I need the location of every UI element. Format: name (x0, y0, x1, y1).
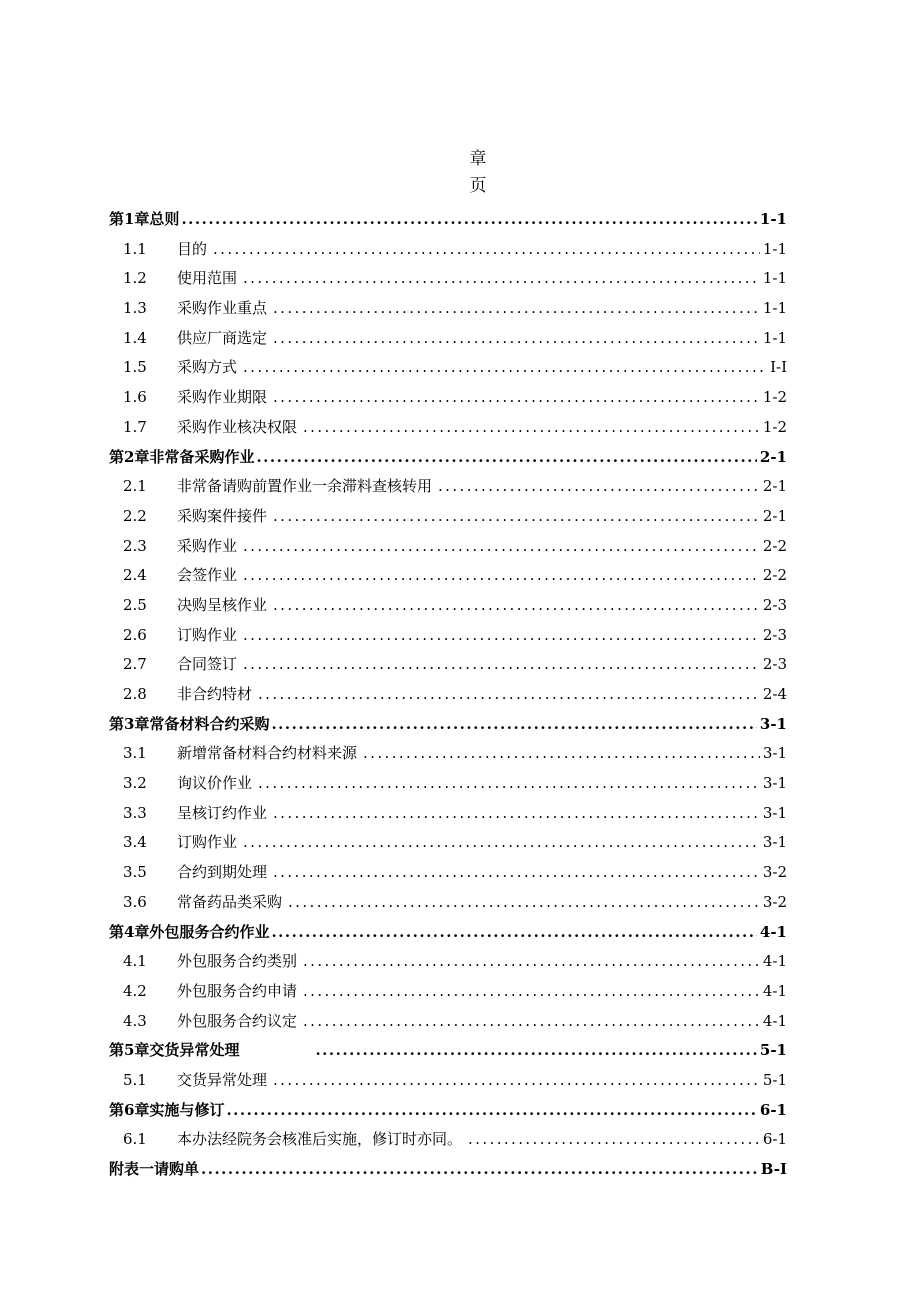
toc-entry-title: 供应厂商选定 (177, 328, 268, 347)
toc-entry-number: 1.4 (123, 328, 147, 347)
toc-entry-number: 4.2 (123, 981, 147, 1000)
toc-entry-number: 2.4 (123, 566, 147, 585)
toc-entry-title: 第2章非常备采购作业 (109, 447, 255, 466)
toc-entry-number: 4.3 (123, 1011, 147, 1030)
dot-leader (363, 739, 760, 769)
dot-leader (258, 769, 760, 799)
toc-entry-title: 第3章常备材料合约采购 (109, 714, 270, 733)
toc-section-entry[interactable] (109, 324, 787, 354)
toc-entry-number: 2.5 (123, 595, 147, 614)
toc-entry-number: 3.6 (123, 892, 147, 911)
toc-entry-number: 1.2 (123, 269, 147, 288)
toc-section-entry[interactable] (109, 1007, 787, 1037)
toc-entry-page: 1-1 (762, 328, 787, 347)
toc-entry-number: 2.8 (123, 685, 147, 703)
toc-entry-title: 外包服务合约议定 (177, 1011, 298, 1030)
dot-leader (243, 264, 760, 294)
toc-entry-page: 2-3 (762, 655, 787, 674)
toc-section-entry[interactable] (109, 828, 787, 858)
dot-leader (243, 561, 760, 591)
toc-entry-title: 新增常备材料合约材料来源 (177, 744, 358, 763)
toc-entry-page: 5-1 (762, 1070, 787, 1089)
toc-section-entry[interactable] (109, 235, 787, 265)
toc-entry-title: 交货异常处理 (177, 1070, 268, 1089)
toc-entry-title: 非常备请购前置作业一余滞料查核转用 (177, 477, 433, 496)
toc-entry-title: 会签作业 (177, 566, 238, 585)
toc-entry-title: 合同签订 (177, 655, 238, 674)
toc-entry-number: 2.6 (123, 625, 147, 644)
toc-entry-page: 3-1 (762, 744, 787, 763)
toc-entry-number: 5.1 (123, 1070, 147, 1089)
toc-chapter-entry[interactable] (109, 1096, 787, 1126)
toc-section-entry[interactable] (109, 947, 787, 977)
dot-leader (273, 502, 760, 532)
toc-chapter-entry[interactable] (109, 710, 787, 740)
dot-leader (243, 532, 760, 562)
toc-entry-title: 使用范围 (177, 269, 238, 288)
toc-entry-title: 呈核订约作业 (177, 803, 268, 822)
toc-entry-title: 第4章外包服务合约作业 (109, 922, 270, 941)
dot-leader (273, 383, 760, 413)
toc-entry-page: 3-1 (762, 803, 787, 822)
dot-leader (258, 680, 760, 710)
toc-entry-page: 4-1 (762, 981, 787, 1000)
toc-section-entry[interactable] (109, 413, 787, 443)
dot-leader (273, 799, 760, 829)
toc-entry-page: 2-3 (762, 625, 787, 644)
toc-section-entry[interactable] (109, 383, 787, 413)
toc-section-entry[interactable] (109, 799, 787, 829)
toc-entry-title: 外包服务合约申请 (177, 981, 298, 1000)
toc-entry-number: 1.5 (123, 358, 147, 377)
dot-leader (243, 353, 767, 383)
toc-entry-page: 2-3 (762, 595, 787, 614)
toc-section-entry[interactable] (109, 858, 787, 888)
toc-entry-number: 1.7 (123, 417, 147, 436)
dot-leader (273, 294, 760, 324)
toc-entry-page: 2-1 (759, 447, 787, 466)
toc-entry-page: 3-1 (759, 714, 787, 733)
toc-entry-number: 3.4 (123, 833, 147, 852)
toc-entry-number: 4.1 (123, 952, 147, 971)
toc-entry-title: 采购作业期限 (177, 388, 268, 407)
toc-entry-page: 1-1 (762, 299, 787, 318)
toc-entry-title: 目的 (177, 239, 208, 258)
dot-leader (273, 591, 760, 621)
toc-entry-page: 4-1 (762, 952, 787, 971)
toc-section-entry[interactable] (109, 353, 787, 383)
toc-entry-number: 2.7 (123, 655, 147, 674)
toc-entry-page: 3-2 (762, 892, 787, 911)
dot-leader (256, 443, 756, 473)
toc-chapter-entry[interactable] (109, 1036, 787, 1066)
toc-section-entry[interactable] (109, 739, 787, 769)
toc-entry-page: 6-1 (759, 1100, 787, 1119)
toc-entry-title: 常备药品类采购 (177, 892, 283, 911)
toc-section-entry[interactable] (109, 264, 787, 294)
dot-leader (181, 205, 756, 235)
toc-section-entry[interactable] (109, 1125, 787, 1155)
dot-leader (303, 1007, 760, 1037)
toc-entry-title: 采购作业核决权限 (177, 417, 298, 436)
dot-leader (243, 621, 760, 651)
dot-leader (288, 888, 760, 918)
toc-section-entry[interactable] (109, 532, 787, 562)
toc-entry-title: 采购案件接件 (177, 506, 268, 525)
toc-entry-page: 4-1 (762, 1011, 787, 1030)
toc-section-entry[interactable] (109, 769, 787, 799)
toc-entry-title: 订购作业 (177, 833, 238, 852)
toc-entry-page: 1-1 (762, 269, 787, 288)
toc-entry-page: 2-1 (762, 477, 787, 496)
toc-entry-page: 2-2 (762, 536, 787, 555)
toc-section-entry[interactable] (109, 502, 787, 532)
dot-leader (303, 947, 760, 977)
dot-leader (273, 1066, 760, 1096)
dot-leader (438, 472, 760, 502)
toc-header (0, 146, 920, 200)
toc-section-entry[interactable] (109, 591, 787, 621)
toc-chapter-entry[interactable] (109, 918, 787, 948)
toc-entry-number: 6.1 (123, 1130, 147, 1149)
toc-entry-number: 2.2 (123, 506, 147, 525)
dot-leader (243, 828, 760, 858)
dot-leader (271, 918, 756, 948)
toc-entry-page: 1-2 (762, 417, 787, 436)
toc-entry-title: 决购呈核作业 (177, 595, 268, 614)
toc-entry-number: 2.1 (123, 477, 147, 496)
toc-entry-page: 3-1 (762, 833, 787, 852)
toc-entry-page: 3-1 (762, 774, 787, 793)
toc-entry-title: 本办法经院务会核准后实施，修订时亦同。 (177, 1130, 463, 1149)
toc-entry-page: I-I (770, 358, 787, 377)
toc-entry-page: 2-4 (762, 685, 787, 703)
toc-chapter-entry[interactable] (109, 1155, 787, 1185)
toc-entry-page: 3-2 (762, 863, 787, 882)
toc-header-line-2: 页 (469, 176, 487, 196)
toc-entry-page: 1-1 (759, 210, 787, 228)
toc-section-entry[interactable] (109, 561, 787, 591)
dot-leader (213, 235, 760, 265)
toc-entry-page: 1-2 (762, 388, 787, 407)
dot-leader (273, 324, 760, 354)
toc-entry-title: 采购方式 (177, 358, 238, 377)
dot-leader (243, 650, 760, 680)
toc-entry-title: 订购作业 (177, 625, 238, 644)
toc-entry-number: 1.6 (123, 388, 147, 407)
dot-leader (273, 858, 760, 888)
toc-section-entry[interactable] (109, 472, 787, 502)
toc-entry-title: 附表一请购单 (109, 1160, 200, 1178)
dot-leader (303, 413, 760, 443)
toc-section-entry[interactable] (109, 1066, 787, 1096)
toc-section-entry[interactable] (109, 650, 787, 680)
toc-entry-number: 3.5 (123, 863, 147, 882)
toc-chapter-entry[interactable] (109, 205, 787, 235)
toc-section-entry[interactable] (109, 294, 787, 324)
toc-entry-number: 3.3 (123, 803, 147, 822)
toc-entry-title: 第1章总则 (109, 210, 180, 228)
toc-entry-page: 5-1 (759, 1041, 787, 1060)
toc-entry-page: B-I (760, 1160, 787, 1178)
toc-entry-page: 2-2 (762, 566, 787, 585)
table-of-contents (109, 205, 787, 1185)
dot-leader (468, 1125, 760, 1155)
toc-entry-title: 外包服务合约类别 (177, 952, 298, 971)
toc-entry-number: 2.3 (123, 536, 147, 555)
toc-entry-title: 合约到期处理 (177, 863, 268, 882)
toc-entry-title: 询议价作业 (177, 774, 253, 793)
toc-section-entry[interactable] (109, 977, 787, 1007)
toc-entry-page: 1-1 (762, 239, 787, 258)
toc-entry-page: 6-1 (762, 1130, 787, 1149)
toc-section-entry[interactable] (109, 888, 787, 918)
dot-leader (226, 1096, 756, 1126)
toc-entry-title: 非合约特材 (177, 685, 253, 703)
dot-leader (201, 1155, 758, 1185)
toc-section-entry[interactable] (109, 621, 787, 651)
toc-entry-number: 1.3 (123, 299, 147, 318)
toc-entry-title: 第5章交货异常处理 (109, 1041, 240, 1060)
toc-section-entry[interactable] (109, 680, 787, 710)
toc-header-line-1: 章 (469, 149, 487, 169)
toc-entry-page: 2-1 (762, 506, 787, 525)
toc-entry-number: 3.2 (123, 774, 147, 793)
dot-leader (315, 1036, 756, 1066)
toc-chapter-entry[interactable] (109, 443, 787, 473)
dot-leader (271, 710, 756, 740)
toc-entry-title: 第6章实施与修订 (109, 1100, 225, 1119)
toc-entry-title: 采购作业重点 (177, 299, 268, 318)
dot-leader (303, 977, 760, 1007)
toc-entry-page: 4-1 (759, 922, 787, 941)
toc-entry-number: 3.1 (123, 744, 147, 763)
toc-entry-number: 1.1 (123, 239, 147, 258)
toc-entry-title: 采购作业 (177, 536, 238, 555)
